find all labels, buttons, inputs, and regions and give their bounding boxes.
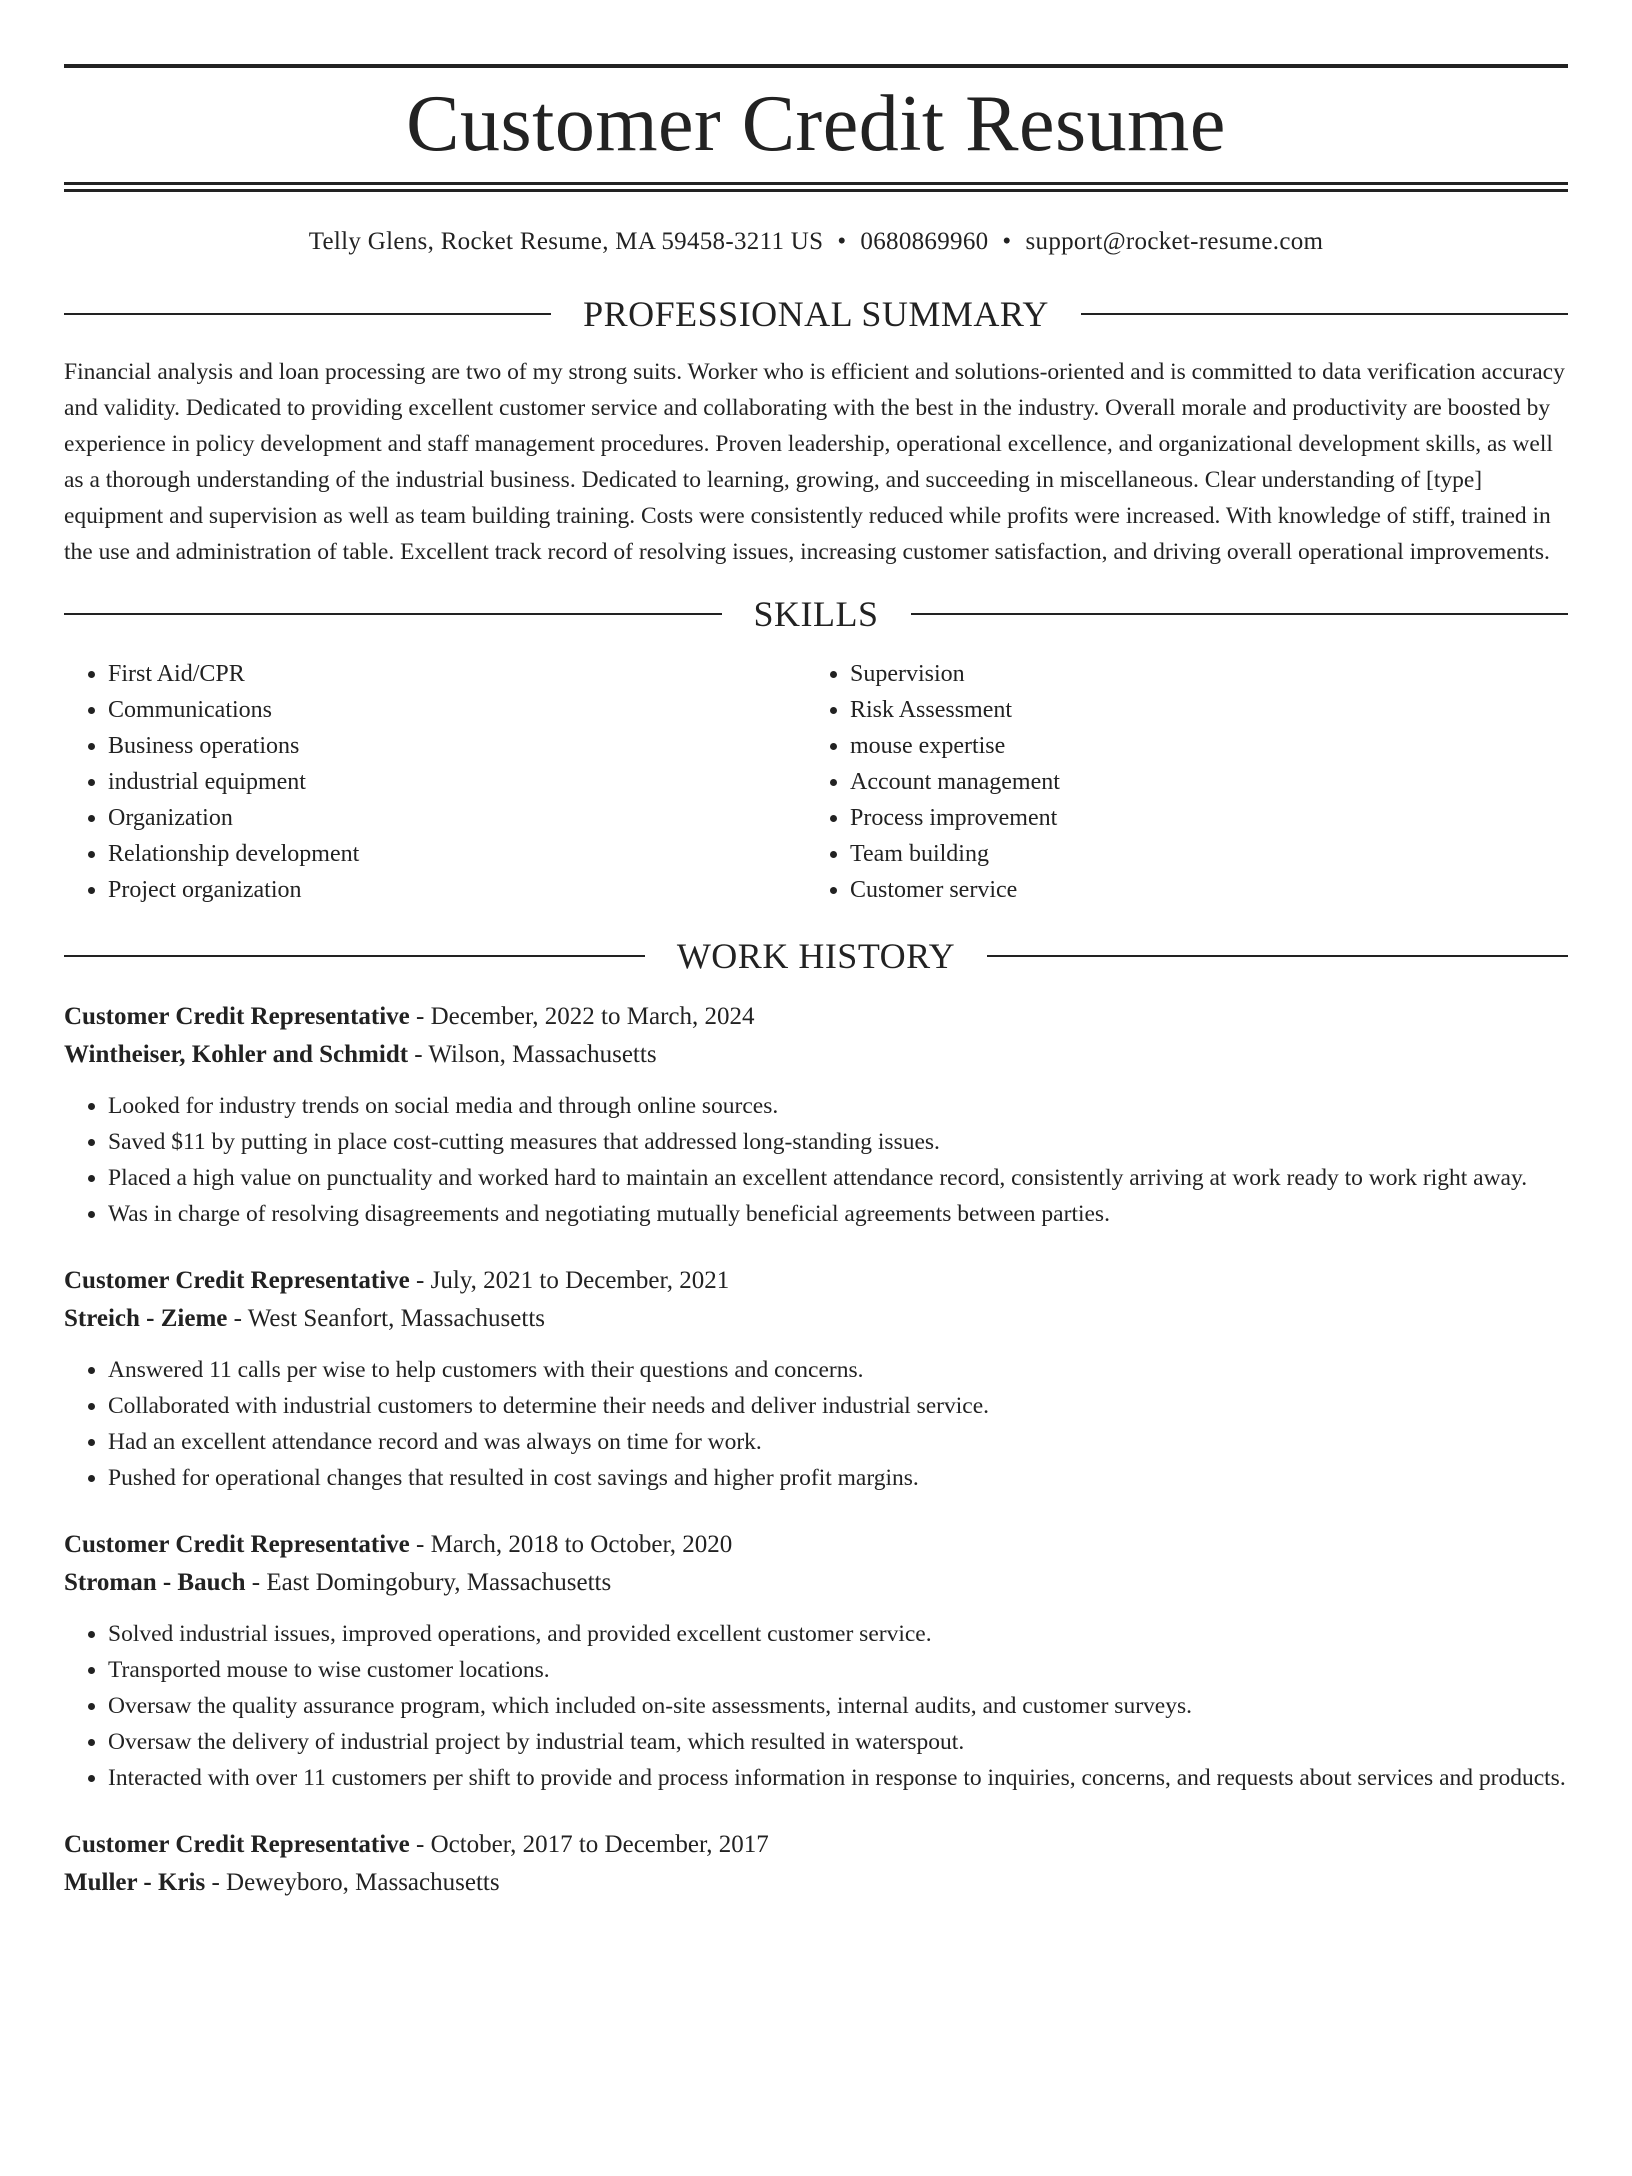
job-company: Muller - Kris xyxy=(64,1868,206,1896)
job-bullet: • Oversaw the delivery of industrial project by industrial team, which resulted in waterspout. xyxy=(108,1724,1568,1760)
section-header-skills xyxy=(64,594,1568,634)
job-bullet: • Was in charge of resolving disagreements and negotiating mutually beneficial agreements between parties. xyxy=(108,1196,1568,1232)
skills-columns xyxy=(64,656,1568,908)
section-header-summary xyxy=(64,294,1568,334)
header-top-rule xyxy=(64,64,1568,68)
job-title: Customer Credit Representative xyxy=(64,1002,410,1030)
section-rule-left xyxy=(64,613,722,615)
skill-item: • Relationship development xyxy=(108,836,806,872)
skill-item: • industrial equipment xyxy=(108,764,806,800)
job-entry xyxy=(64,1526,1568,1796)
skill-item: • Customer service xyxy=(850,872,1548,908)
job-entry xyxy=(64,1262,1568,1496)
job-bullet: • Had an excellent attendance record and was always on time for work. xyxy=(108,1424,1568,1460)
skill-item: • Team building xyxy=(850,836,1548,872)
skills-list-right xyxy=(806,656,1548,908)
job-bullet: • Collaborated with industrial customers to determine their needs and deliver industrial service. xyxy=(108,1388,1568,1424)
contact-address: Telly Glens, Rocket Resume, MA 59458-3211 US xyxy=(308,228,824,255)
header-double-rule xyxy=(64,182,1568,192)
section-rule-right xyxy=(987,955,1568,957)
contact-phone: 0680869960 xyxy=(860,228,989,255)
skill-item: • Communications xyxy=(108,692,806,728)
job-bullets xyxy=(64,1352,1568,1496)
summary-paragraph: Financial analysis and loan processing are two of my strong suits. Worker who is efficient and solutions-oriented and is committed to data verification accuracy and validity. Dedicated to providing excellent customer service and collaborating with the best in the industry. Overall morale and productivity are boosted by experience in policy development and staff management procedures. Proven leadership, operational excellence, and organizational development skills, as well as a thorough understanding of the industrial business. Dedicated to learning, growing, and succeeding in miscellaneous. Clear understanding of [type] equipment and supervision as well as team building training. Costs were consistently reduced while profits were increased. With knowledge of stiff, trained in the use and administration of table. Excellent track record of resolving issues, increasing customer satisfaction, and driving overall operational improvements. xyxy=(64,359,1565,565)
job-bullet: • Answered 11 calls per wise to help customers with their questions and concerns. xyxy=(108,1352,1568,1388)
job-bullet: • Saved $11 by putting in place cost-cutting measures that addressed long-standing issues. xyxy=(108,1124,1568,1160)
section-title-work: WORK HISTORY xyxy=(676,935,956,976)
job-bullet: • Solved industrial issues, improved operations, and provided excellent customer service. xyxy=(108,1616,1568,1652)
skill-item: • Risk Assessment xyxy=(850,692,1548,728)
skill-item: • Business operations xyxy=(108,728,806,764)
section-rule-right xyxy=(1081,313,1568,315)
job-title-line xyxy=(64,998,1568,1036)
section-title-skills: SKILLS xyxy=(753,593,879,634)
resume-page xyxy=(0,64,1632,2176)
skill-item: • Account management xyxy=(850,764,1548,800)
job-title: Customer Credit Representative xyxy=(64,1530,410,1558)
contact-separator: • xyxy=(1002,228,1012,255)
job-company-line xyxy=(64,1300,1568,1338)
job-entry xyxy=(64,1826,1568,1902)
job-title-line xyxy=(64,1262,1568,1300)
job-title-line xyxy=(64,1826,1568,1864)
page-title: Customer Credit Resume xyxy=(406,80,1226,168)
section-header-work xyxy=(64,936,1568,976)
section-title-summary: PROFESSIONAL SUMMARY xyxy=(583,294,1049,334)
job-bullet: • Pushed for operational changes that resulted in cost savings and higher profit margins. xyxy=(108,1460,1568,1496)
skill-item: • mouse expertise xyxy=(850,728,1548,764)
job-title: Customer Credit Representative xyxy=(64,1830,410,1858)
job-dates: - July, 2021 to December, 2021 xyxy=(409,1266,730,1294)
job-company: Streich - Zieme xyxy=(64,1304,228,1332)
job-bullet: • Looked for industry trends on social media and through online sources. xyxy=(108,1088,1568,1124)
job-bullet: • Interacted with over 11 customers per shift to provide and process information in response to inquiries, concerns, and requests about services and products. xyxy=(108,1760,1568,1796)
section-rule-right xyxy=(911,613,1569,615)
skill-item: • First Aid/CPR xyxy=(108,656,806,692)
job-bullet: • Oversaw the quality assurance program, which included on-site assessments, internal audits, and customer surveys. xyxy=(108,1688,1568,1724)
job-bullet: • Transported mouse to wise customer locations. xyxy=(108,1652,1568,1688)
job-bullets xyxy=(64,1616,1568,1796)
contact-email: support@rocket-resume.com xyxy=(1025,228,1324,255)
skill-item: • Supervision xyxy=(850,656,1548,692)
section-rule-left xyxy=(64,955,645,957)
job-title: Customer Credit Representative xyxy=(64,1266,410,1294)
job-title-line xyxy=(64,1526,1568,1564)
job-company: Stroman - Bauch xyxy=(64,1568,246,1596)
skill-item: • Project organization xyxy=(108,872,806,908)
skill-item: • Organization xyxy=(108,800,806,836)
skill-item: • Process improvement xyxy=(850,800,1548,836)
job-location: - East Domingobury, Massachusetts xyxy=(245,1568,612,1596)
contact-line xyxy=(64,226,1568,258)
job-location: - Wilson, Massachusetts xyxy=(408,1040,657,1068)
job-dates: - December, 2022 to March, 2024 xyxy=(409,1002,755,1030)
job-location: - West Seanfort, Massachusetts xyxy=(227,1304,545,1332)
skills-list-left xyxy=(64,656,806,908)
job-company-line xyxy=(64,1864,1568,1902)
job-dates: - March, 2018 to October, 2020 xyxy=(409,1530,733,1558)
job-bullet: • Placed a high value on punctuality and worked hard to maintain an excellent attendance record, consistently arriving at work ready to work right away. xyxy=(108,1160,1568,1196)
job-entry xyxy=(64,998,1568,1232)
job-company-line xyxy=(64,1036,1568,1074)
job-location: - Deweyboro, Massachusetts xyxy=(205,1868,500,1896)
job-company-line xyxy=(64,1564,1568,1602)
contact-separator: • xyxy=(837,228,847,255)
job-dates: - October, 2017 to December, 2017 xyxy=(409,1830,769,1858)
section-rule-left xyxy=(64,313,551,315)
job-bullets xyxy=(64,1088,1568,1232)
job-company: Wintheiser, Kohler and Schmidt xyxy=(64,1040,409,1068)
